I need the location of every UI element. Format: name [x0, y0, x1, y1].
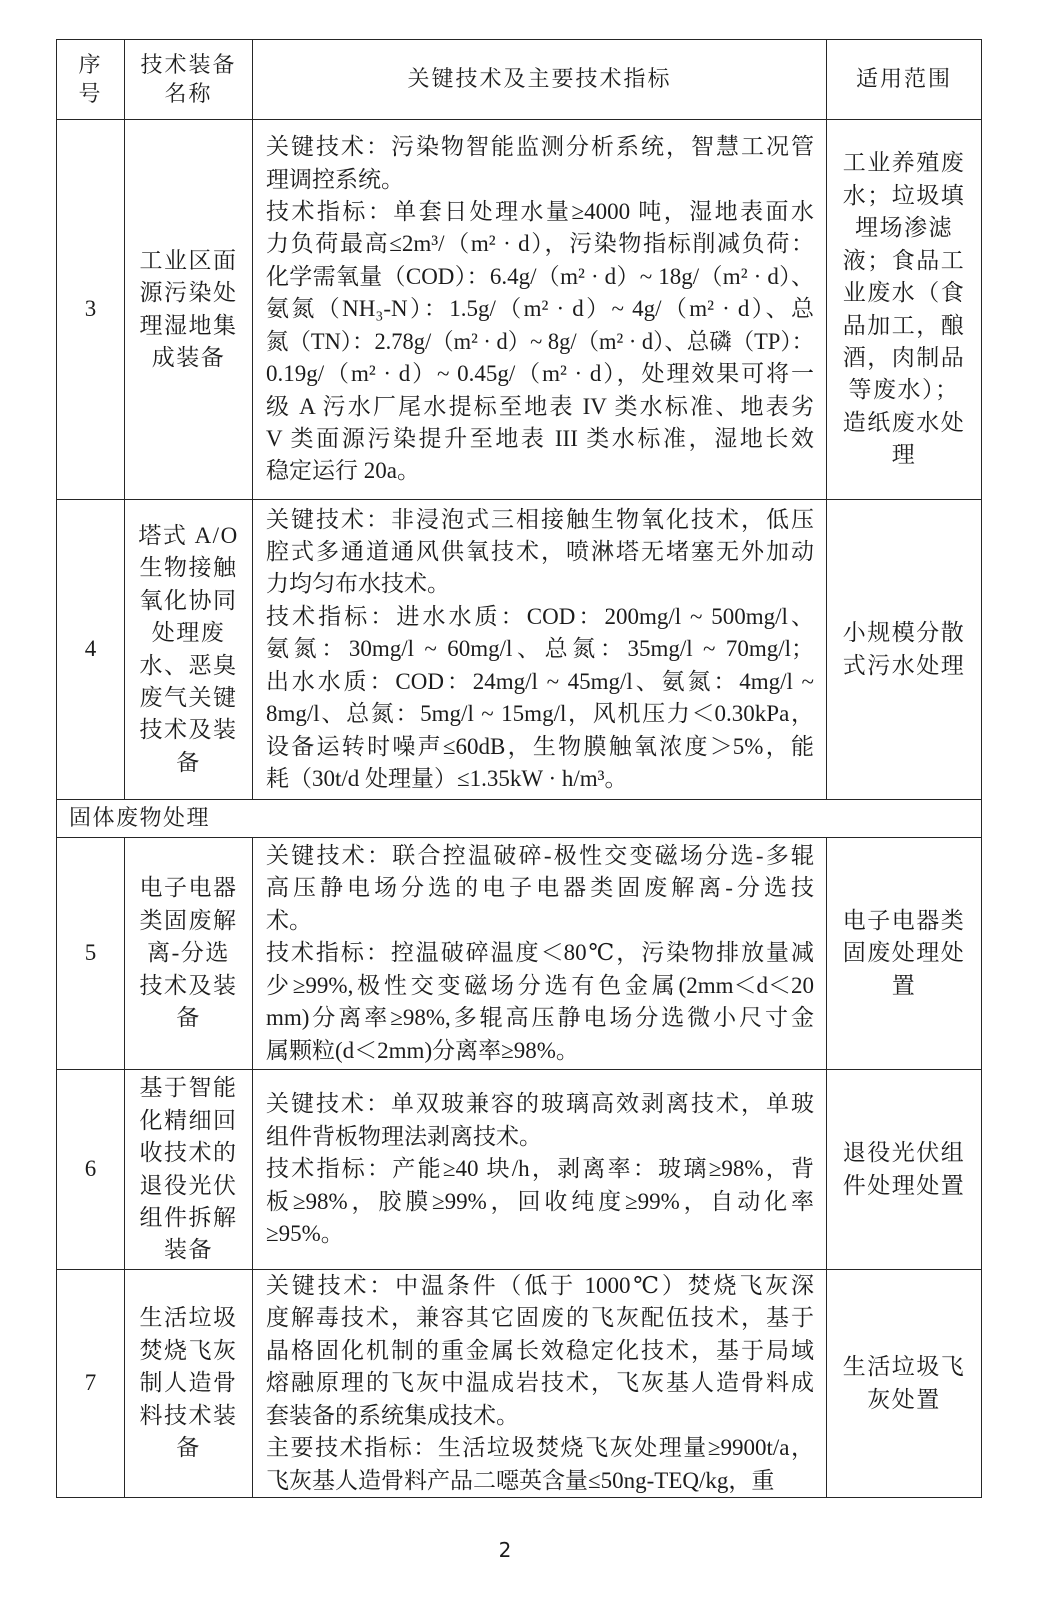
key-technology-line: 出水水质：COD：24mg/l ~ 45mg/l、氨氮：4mg/l ~ [266, 668, 814, 694]
text-line: 制人造骨 [139, 1370, 238, 1396]
key-technology-line: 度解毒技术，兼容其它固废的飞灰配伍技术，基于 [266, 1305, 814, 1331]
text-line: 等废水）； [848, 377, 960, 403]
key-technology-line: 关键技术：污染物智能监测分析系统，智慧工况管 [266, 134, 814, 160]
text-line: 生活垃圾 [139, 1305, 238, 1331]
text-line: 理湿地集 [139, 312, 238, 338]
text-line: 备 [176, 1005, 201, 1031]
key-technology-line: 氮（TN）：2.78g/（m² · d）~ 8g/（m² · d）、总磷（TP）： [266, 328, 814, 354]
header-cell-equipment-name [125, 40, 253, 120]
key-technology-line: 理调控系统。 [266, 166, 404, 192]
text-line: 备 [176, 1435, 201, 1461]
key-technology-line: mm)分离率≥98%,多辊高压静电场分选微小尺寸金 [266, 1005, 814, 1031]
text-line: 置 [891, 972, 917, 998]
row-number: 7 [84, 1370, 97, 1396]
header-scope-label: 适用范围 [855, 67, 952, 92]
key-technology-line: 0.19g/（m² · d）~ 0.45g/（m² · d），处理效果可将一 [266, 361, 814, 387]
key-technology-line: 8mg/l、总氮：5mg/l ~ 15mg/l，风机压力＜0.30kPa， [266, 701, 814, 727]
text-line: 业废水（食 [842, 280, 966, 306]
row-number-cell [57, 1270, 125, 1498]
scope-cell [827, 500, 982, 800]
key-technology-line: 氨氮：30mg/l ~ 60mg/l、总氮：35mg/l ~ 70mg/l； [266, 636, 814, 662]
text-line: 装备 [164, 1237, 213, 1263]
row-number: 6 [84, 1156, 97, 1182]
text-line: 料技术装 [139, 1402, 238, 1428]
key-technology-line: 力均匀布水技术。 [266, 571, 450, 597]
header-key-technology-label: 关键技术及主要技术指标 [407, 67, 672, 92]
text-line: 名称 [164, 81, 213, 107]
text-line: 理 [891, 442, 917, 468]
scope-cell [827, 120, 982, 500]
key-technology-line: 关键技术：中温条件（低于 1000℃）焚烧飞灰深 [266, 1273, 814, 1299]
key-technology-line: 主要技术指标：生活垃圾焚烧飞灰处理量≥9900t/a， [266, 1435, 814, 1461]
key-technology-line: 设备运转时噪声≤60dB，生物膜触氧浓度＞5%，能 [266, 733, 814, 759]
text-line: 技术及装 [139, 972, 238, 998]
key-technology-cell [253, 1070, 827, 1270]
header-cell-key-technology [253, 40, 827, 120]
equipment-name-cell [125, 120, 253, 500]
key-technology-cell [253, 838, 827, 1070]
text-line: 水、恶臭 [139, 652, 238, 678]
text-line: 工业区面 [139, 247, 238, 273]
header-cell-scope [827, 40, 982, 120]
scope-cell [827, 1070, 982, 1270]
text-line: 件处理处置 [842, 1172, 966, 1198]
key-technology-line: 飞灰基人造骨料产品二噁英含量≤50ng-TEQ/kg，重 [266, 1467, 775, 1493]
text-line: 酒，肉制品 [842, 344, 966, 370]
technology-equipment-table [56, 39, 982, 1498]
key-technology-line: 少≥99%,极性交变磁场分选有色金属(2mm＜d＜20 [266, 972, 814, 998]
key-technology-line: 属颗粒(d＜2mm)分离率≥98%。 [266, 1037, 579, 1063]
text-line: 小规模分散 [842, 620, 966, 646]
equipment-name-cell [125, 500, 253, 800]
row-number-cell [57, 500, 125, 800]
key-technology-line: ≥95%。 [266, 1221, 344, 1247]
row-number-cell [57, 120, 125, 500]
text-line: 基于智能 [139, 1075, 238, 1101]
row-number-cell [57, 1070, 125, 1270]
page-number: 2 [498, 1538, 512, 1562]
key-technology-line: 关键技术：非浸泡式三相接触生物氧化技术，低压 [266, 506, 814, 532]
text-line: 化精细回 [139, 1107, 238, 1133]
equipment-name-cell [125, 838, 253, 1070]
text-line: 技术及装 [139, 717, 238, 743]
row-number: 3 [84, 296, 97, 322]
key-technology-line: 化学需氧量（COD）：6.4g/（m² · d）~ 18g/（m² · d）、 [266, 263, 814, 289]
key-technology-line: 耗（30t/d 处理量）≤1.35kW · h/m³。 [266, 765, 628, 791]
text-line: 退役光伏组 [842, 1140, 966, 1166]
key-technology-line: 技术指标：控温破碎温度＜80℃，污染物排放量减 [266, 940, 814, 966]
key-technology-line: 稳定运行 20a。 [266, 458, 420, 484]
text-line: 液；食品工 [842, 247, 966, 273]
key-technology-line: 技术指标：产能≥40 块/h，剥离率：玻璃≥98%，背 [266, 1156, 814, 1182]
text-line: 灰处置 [867, 1386, 941, 1412]
text-line: 成装备 [151, 344, 226, 370]
equipment-name-cell [125, 1270, 253, 1498]
text-line: 品加工，酿 [842, 312, 966, 338]
text-line: 焚烧飞灰 [139, 1337, 238, 1363]
section-row [57, 800, 982, 838]
key-technology-line: 板≥98%，胶膜≥99%，回收纯度≥99%，自动化率 [266, 1188, 814, 1214]
key-technology-line: 级 A 污水厂尾水提标至地表 IV 类水标准、地表劣 [266, 393, 814, 419]
row-number: 5 [84, 940, 97, 966]
text-line: 造纸废水处 [842, 409, 966, 435]
key-technology-line: 氨氮（NH₃-N）：1.5g/（m² · d）~ 4g/（m² · d）、总 [266, 296, 814, 322]
text-line: 工业养殖废 [842, 150, 966, 176]
text-line: 固废处理处 [842, 940, 966, 966]
key-technology-line: 套装备的系统集成技术。 [266, 1402, 519, 1428]
scope-cell [827, 838, 982, 1070]
key-technology-line: V 类面源污染提升至地表 III 类水标准，湿地长效 [266, 425, 814, 451]
row-number-cell [57, 838, 125, 1070]
key-technology-line: 腔式多通道通风供氧技术，喷淋塔无堵塞无外加动 [266, 539, 814, 565]
text-line: 氧化协同 [139, 587, 238, 613]
text-line: 备 [176, 749, 201, 775]
text-line: 塔式 A/O [138, 522, 239, 548]
text-line: 电子电器类 [842, 907, 966, 933]
text-line: 生活垃圾飞 [842, 1354, 966, 1380]
text-line: 离-分选 [147, 940, 230, 966]
key-technology-line: 晶格固化机制的重金属长效稳定化技术，基于局域 [266, 1337, 814, 1363]
header-cell-number [57, 40, 125, 120]
text-line: 收技术的 [139, 1140, 238, 1166]
text-line: 生物接触 [139, 555, 238, 581]
key-technology-line: 技术指标：进水水质：COD：200mg/l ~ 500mg/l、 [266, 603, 814, 629]
text-line: 号 [78, 81, 103, 107]
text-line: 式污水处理 [842, 652, 966, 678]
key-technology-line: 高压静电场分选的电子电器类固废解离-分选技 [266, 875, 814, 901]
text-line: 水；垃圾填 [842, 182, 966, 208]
key-technology-cell [253, 120, 827, 500]
text-line: 技术装备 [140, 52, 237, 78]
text-line: 电子电器 [139, 875, 238, 901]
text-line: 组件拆解 [139, 1204, 238, 1230]
key-technology-line: 关键技术：联合控温破碎-极性交变磁场分选-多辊 [266, 843, 814, 869]
text-line: 类固废解 [139, 907, 238, 933]
text-line: 处理废 [151, 620, 226, 646]
key-technology-line: 组件背板物理法剥离技术。 [266, 1123, 542, 1149]
key-technology-line: 关键技术：单双玻兼容的玻璃高效剥离技术，单玻 [266, 1091, 814, 1117]
key-technology-line: 力负荷最高≤2m³/（m² · d），污染物指标削减负荷： [266, 231, 814, 257]
key-technology-cell [253, 500, 827, 800]
section-title: 固体废物处理 [69, 805, 211, 831]
text-line: 废气关键 [139, 684, 238, 710]
key-technology-cell [253, 1270, 827, 1498]
key-technology-line: 技术指标：单套日处理水量≥4000 吨，湿地表面水 [266, 199, 814, 225]
scope-cell [827, 1270, 982, 1498]
equipment-name-cell [125, 1070, 253, 1270]
text-line: 退役光伏 [139, 1172, 238, 1198]
text-line: 源污染处 [139, 280, 238, 306]
text-line: 埋场渗滤 [855, 215, 953, 241]
text-line: 序 [78, 52, 103, 78]
key-technology-line: 术。 [266, 907, 312, 933]
row-number: 4 [84, 636, 97, 662]
key-technology-line: 熔融原理的飞灰中温成岩技术，飞灰基人造骨料成 [266, 1370, 814, 1396]
